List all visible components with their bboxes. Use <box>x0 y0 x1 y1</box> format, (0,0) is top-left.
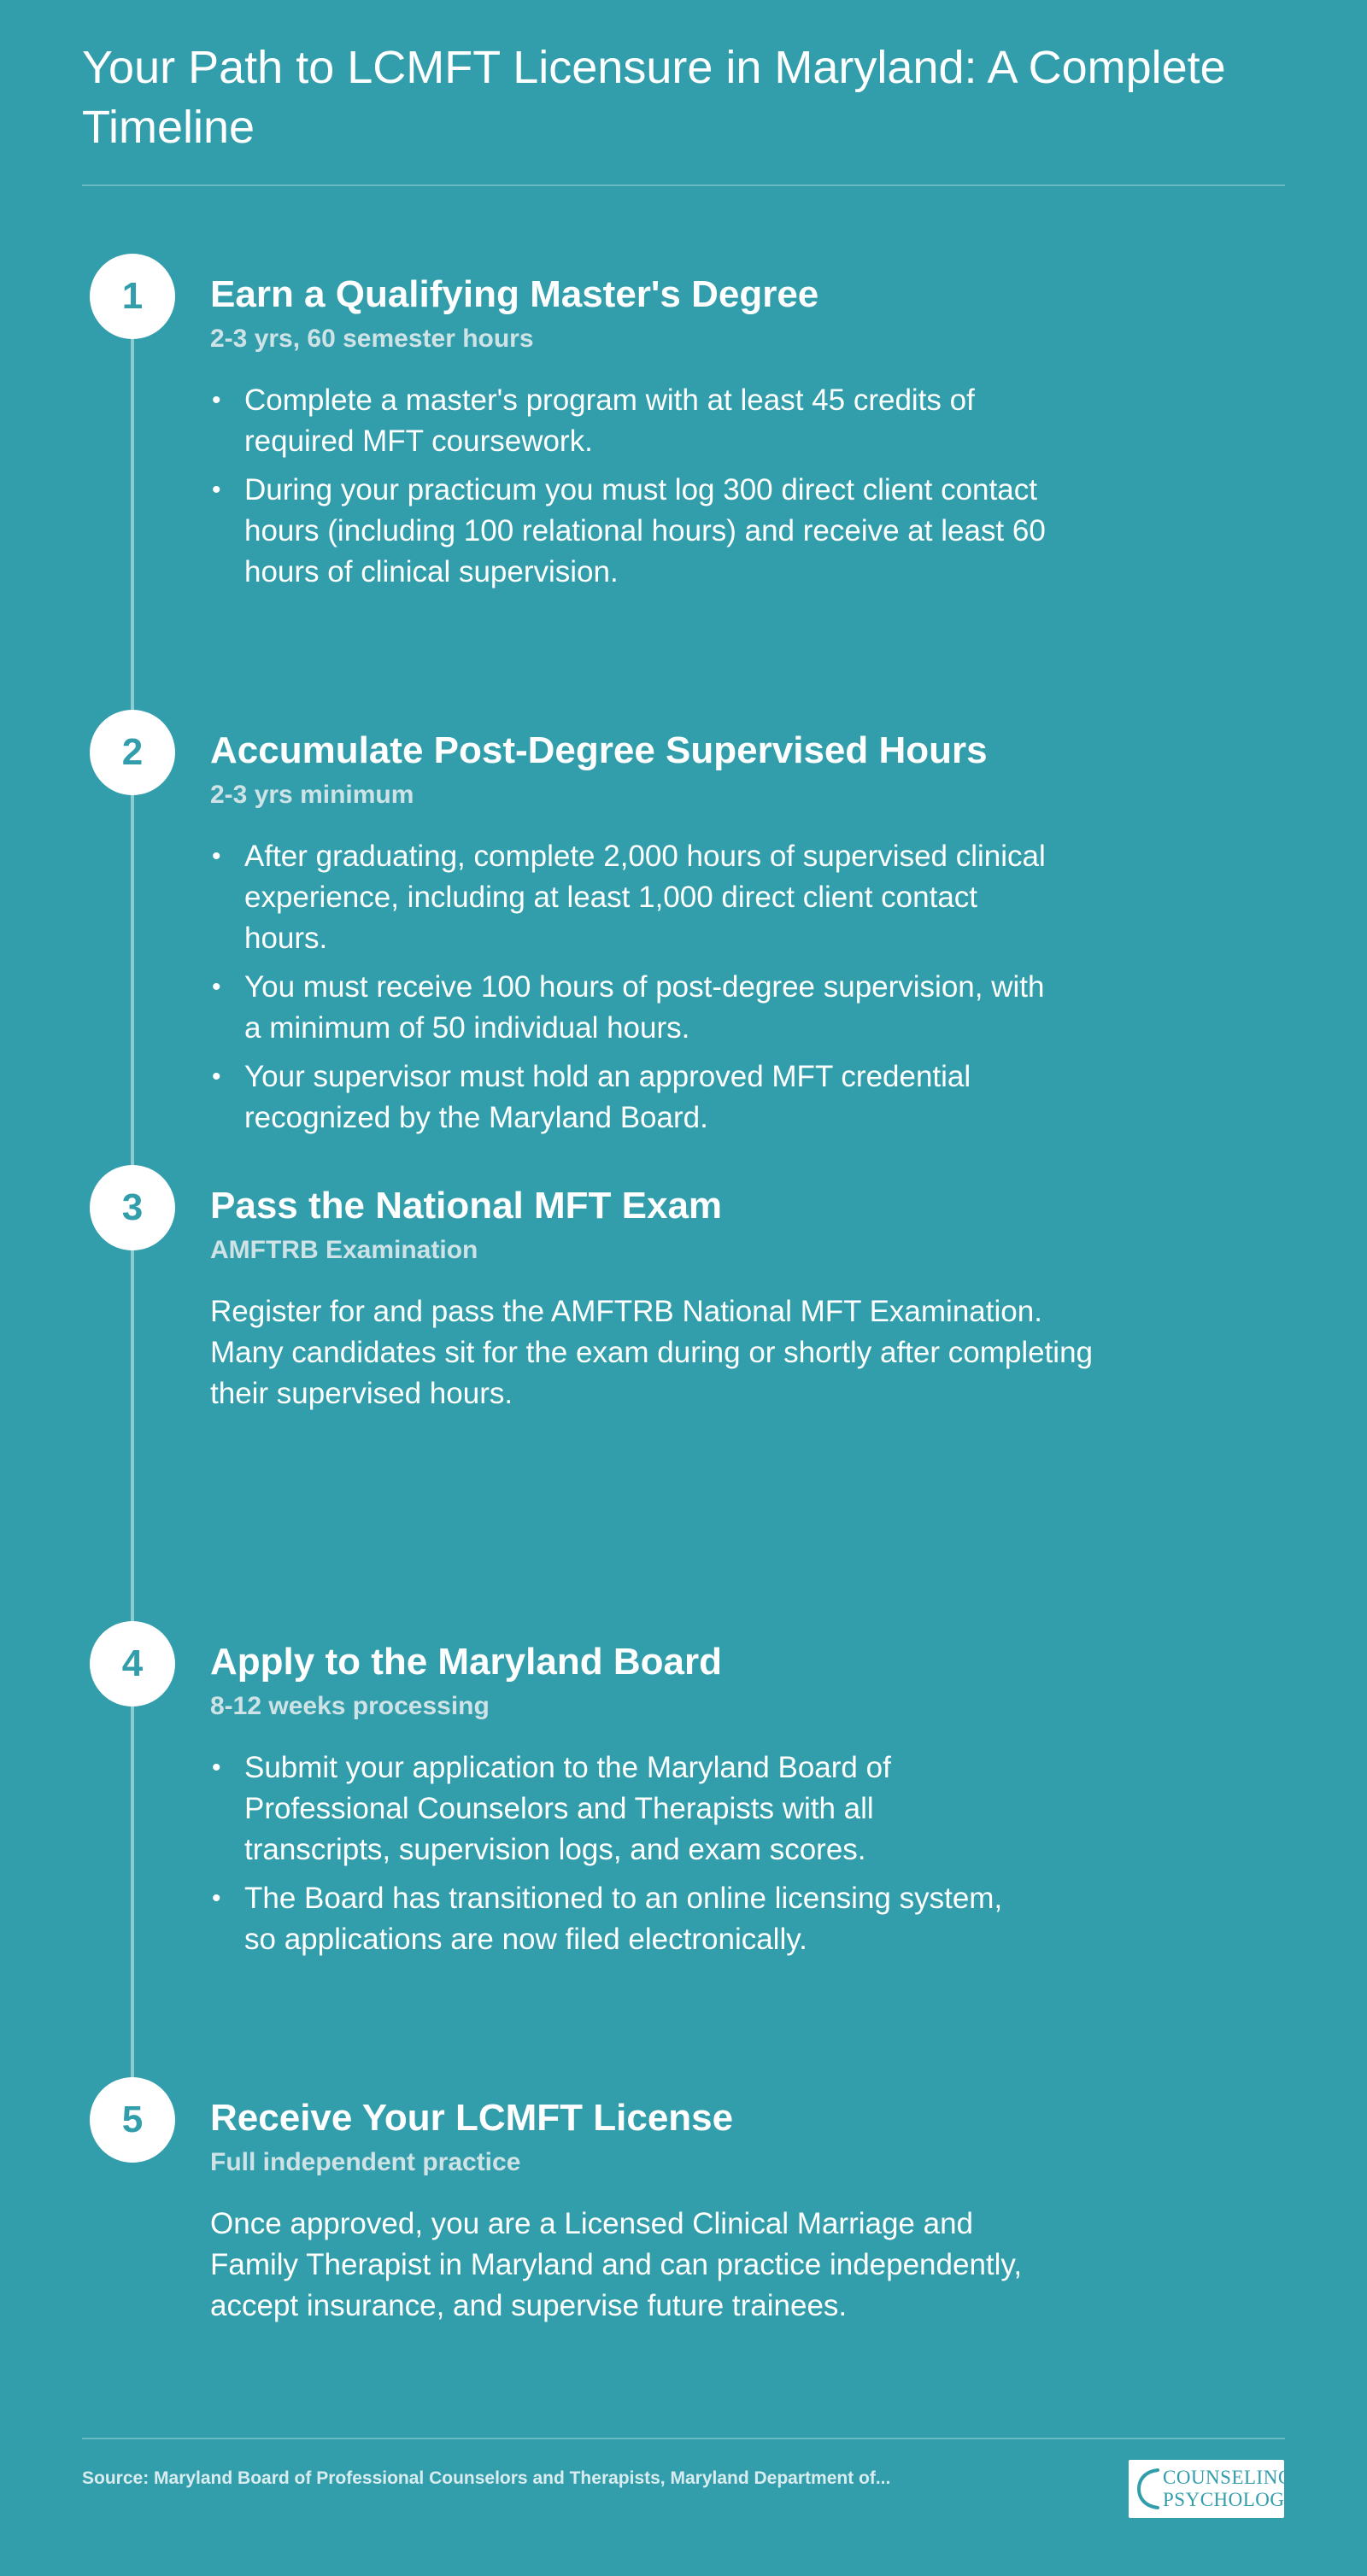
source-citation: Source: Maryland Board of Professional Counselors and Therapists, Maryland Department of... <box>82 2468 891 2488</box>
bullet-icon: • <box>212 842 221 870</box>
step-content <box>210 1636 1133 1968</box>
step-description: Once approved, you are a Licensed Clinical Marriage and Family Therapist in Maryland and can practice independently, accept insurance, and supervise future trainees. <box>210 2207 1023 2322</box>
list-item-text: During your practicum you must log 300 direct client contact hours (including 100 relational hours) and receive at least 60 hours of clinical supervision. <box>244 473 1046 588</box>
step-subtitle: 8-12 weeks processing <box>210 1692 490 1720</box>
step-subtitle: Full independent practice <box>210 2148 521 2176</box>
logo-line-1: COUNSELING <box>1163 2467 1293 2488</box>
bullet-icon: • <box>212 1753 221 1782</box>
logo-wordmark <box>1163 2467 1300 2511</box>
step-subtitle: 2-3 yrs minimum <box>210 781 414 809</box>
bullet-icon: • <box>212 973 221 1001</box>
bullet-icon: • <box>212 386 221 414</box>
logo-arc-icon <box>1135 2467 1161 2511</box>
step-title: Accumulate Post-Degree Supervised Hours <box>210 729 988 771</box>
page-header <box>82 38 1285 157</box>
step-title: Apply to the Maryland Board <box>210 1641 722 1683</box>
step-title: Earn a Qualifying Master's Degree <box>210 273 819 315</box>
step-number-badge: 2 <box>90 710 175 795</box>
step-number-badge: 4 <box>90 1621 175 1707</box>
list-item <box>210 1878 1013 1960</box>
step-content <box>210 1180 1133 1414</box>
bullet-icon: • <box>212 1063 221 1091</box>
step-number-badge: 5 <box>90 2077 175 2163</box>
list-item <box>210 967 1047 1049</box>
list-item <box>210 1748 1013 1871</box>
list-item <box>210 470 1065 593</box>
list-item-text: You must receive 100 hours of post-degree supervision, with a minimum of 50 individual hours. <box>244 970 1045 1045</box>
step-content <box>210 725 1133 1146</box>
list-item-text: Submit your application to the Maryland Board of Professional Counselors and Therapists with all transcripts, supervision logs, and exam scores. <box>244 1751 891 1866</box>
step-subtitle: AMFTRB Examination <box>210 1236 478 1264</box>
list-item-text: Your supervisor must hold an approved MFT credential recognized by the Maryland Board. <box>244 1060 971 1134</box>
bullet-icon: • <box>212 476 221 504</box>
counseling-psychology-logo <box>1129 2460 1300 2518</box>
step-content <box>210 269 1133 600</box>
step-description: Register for and pass the AMFTRB National MFT Examination. Many candidates sit for the exam during or shortly after completing their supervised hours. <box>210 1295 1093 1410</box>
step-title: Pass the National MFT Exam <box>210 1185 723 1227</box>
step-content <box>210 2093 1133 2327</box>
step-bullet-list <box>210 836 1047 1139</box>
bullet-icon: • <box>212 1884 221 1912</box>
step-bullet-list <box>210 1748 1013 1960</box>
list-item-text: After graduating, complete 2,000 hours of supervised clinical experience, including at least 1,000 direct client contact hours. <box>244 840 1046 955</box>
logo-line-2: PSYCHOLOGY <box>1163 2489 1300 2510</box>
step-title: Receive Your LCMFT License <box>210 2097 734 2139</box>
list-item <box>210 1057 1047 1139</box>
step-bullet-list <box>210 380 1065 593</box>
list-item-text: The Board has transitioned to an online licensing system, so applications are now filed electronically. <box>244 1882 1003 1956</box>
step-subtitle: 2-3 yrs, 60 semester hours <box>210 325 534 353</box>
page-title: Your Path to LCMFT Licensure in Maryland: A Complete Timeline <box>82 42 1226 153</box>
list-item-text: Complete a master's program with at least 45 credits of required MFT coursework. <box>244 383 975 458</box>
list-item <box>210 836 1047 959</box>
header-divider <box>82 184 1285 186</box>
step-number-badge: 1 <box>90 254 175 339</box>
list-item <box>210 380 1065 462</box>
footer-divider <box>82 2438 1285 2439</box>
step-number-badge: 3 <box>90 1165 175 1250</box>
